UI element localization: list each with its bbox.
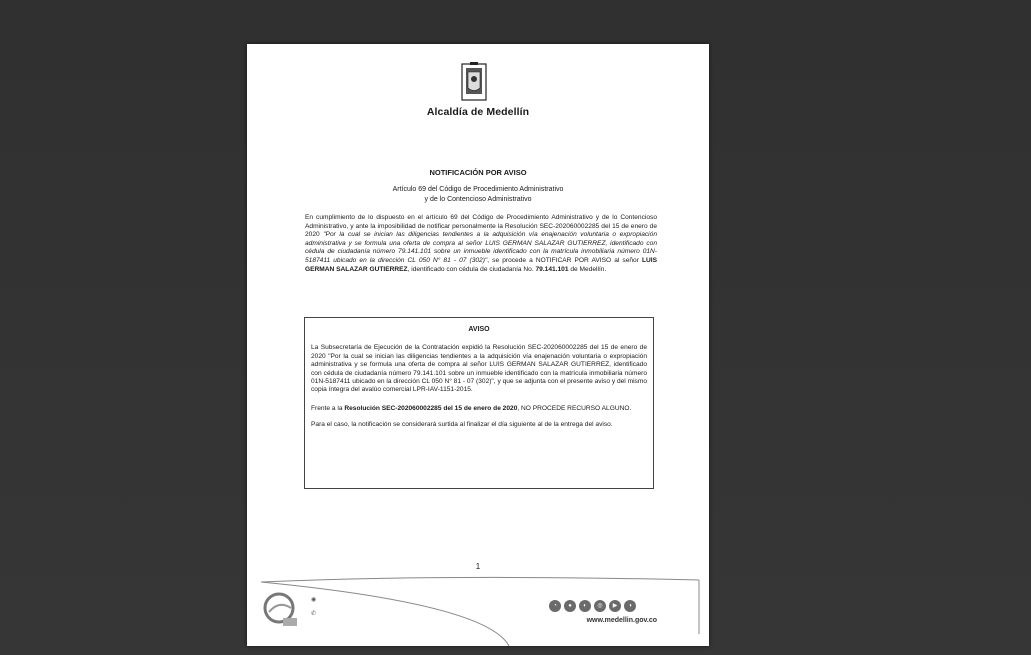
flickr-icon[interactable]: ●: [564, 600, 576, 612]
aviso-box: [304, 317, 654, 489]
aviso-paragraph-1: La Subsecretaría de Ejecución de la Contratación expidió la Resolución SEC-202060002285 del 15 de enero de 2020 "Por la cual se inician las diligencias tendientes a la adquisición vía enajenación voluntaria o expropiación administrativa y se formula una oferta de compra al señor LUIS GERMAN SALAZAR GUTIERREZ, identificado con cédula de ciudadanía número 79.141.101 sobre un inmueble identificado con la matrícula inmobiliaria número 01N-5187411 ubicado en la dirección CL 050 N° 81 - 07 (302)", y que se adjunta con el presente aviso y del mismo copia íntegra del avalúo comercial LPR-IAV-1151-2015.: [311, 344, 647, 394]
intro-text-a: En cumplimiento de lo dispuesto en el artículo 69 del Código de Procedimiento Administrativo y de lo Contencioso Administrativo, y ante la imposibilidad de notificar personalmente la Resolución SEC-202060002285 del 15 de enero de 2020: [305, 214, 657, 239]
page-number: 1: [475, 562, 481, 571]
aviso-p2-resolution: Resolución SEC-202060002285 del 15 de enero de 2020: [344, 404, 518, 412]
facebook-icon[interactable]: ◐: [579, 600, 591, 612]
intro-paragraph: [305, 214, 657, 274]
aviso-p2-text-a: Frente a la: [311, 404, 345, 412]
phone-icon: ✆: [311, 611, 317, 617]
aviso-p2-text-c: , NO PROCEDE RECURSO ALGUNO.: [517, 404, 632, 412]
website-link[interactable]: www.medellin.gov.co: [586, 617, 657, 624]
intro-text-d: de Medellín.: [568, 265, 607, 273]
aviso-title: AVISO: [468, 326, 490, 333]
intro-text-b: , se procede a NOTIFICAR POR AVISO al señor: [487, 256, 642, 264]
document-subtitle: [327, 185, 629, 204]
subtitle-line-2: y de lo Contencioso Administrativo: [424, 195, 532, 203]
subtitle-line-1: Artículo 69 del Código de Procedimiento Administrativo: [392, 186, 564, 193]
footer-contact-icons: [311, 593, 316, 621]
document-page: [247, 44, 709, 646]
certification-logo-icon: [261, 590, 301, 630]
instagram-icon[interactable]: ◎: [594, 600, 606, 612]
document-title: NOTIFICACIÓN POR AVISO: [429, 168, 527, 177]
intro-recipient-name: LUIS GERMAN SALAZAR GUTIERREZ: [305, 256, 658, 273]
twitter-icon[interactable]: ◑: [624, 600, 636, 612]
issuer-name: Alcaldía de Medellín: [426, 106, 530, 118]
aviso-paragraph-2: [311, 405, 647, 413]
location-icon: ◉: [311, 597, 317, 603]
rss-icon[interactable]: ◔: [549, 600, 561, 612]
aviso-paragraph-3: Para el caso, la notificación se considerará surtida al finalizar el día siguiente al de la entrega del aviso.: [311, 421, 613, 429]
youtube-icon[interactable]: ▶: [609, 600, 621, 612]
intro-id-number: 79.141.101: [535, 265, 569, 273]
coat-of-arms-icon: [459, 60, 489, 104]
footer-decoration: [247, 574, 709, 646]
intro-text-c: , identificado con cédula de ciudadanía No.: [407, 265, 536, 273]
social-icons: [549, 600, 636, 612]
intro-resolution-title: "Por la cual se inician las diligencias tendientes a la adquisición vía enajenación voluntaria o expropiación administrativa y se formula una oferta de compra al señor LUIS GERMAN SALAZAR GUTIERREZ, identificado con cédula de ciudadanía número 79.141.101 sobre un inmueble identificado con la matrícula inmobiliaria número 01N-5187411 ubicado en la dirección CL 050 N° 81 - 07 (302)": [305, 231, 657, 264]
